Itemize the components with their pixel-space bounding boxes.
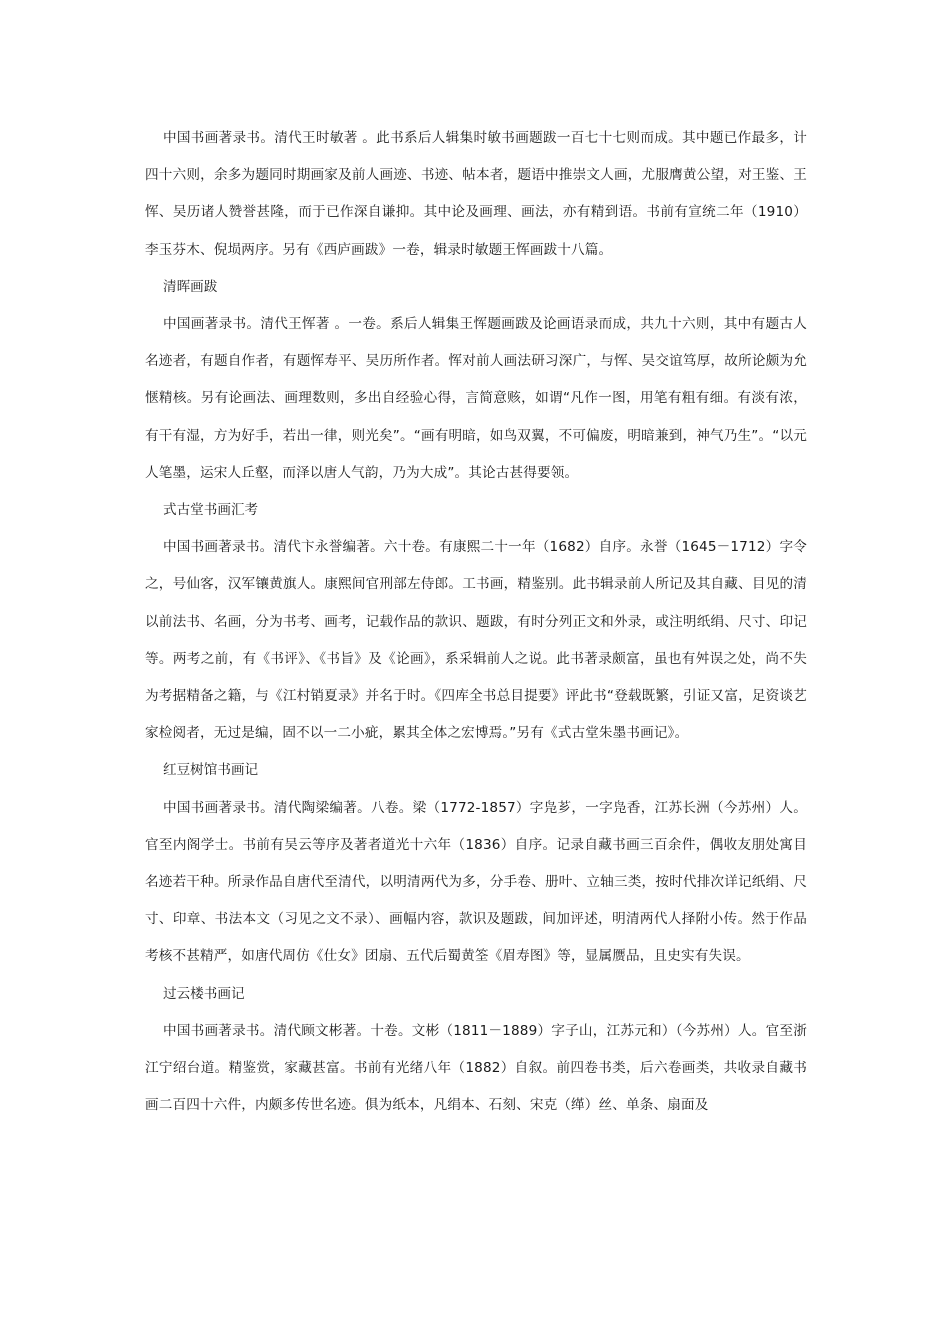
section-3-body: 中国书画著录书。清代陶梁编著。八卷。梁（1772-1857）字凫芗，一字凫香，江苏长洲（今苏州）人。官至内阁学士。书前有吴云等序及著者道光十六年（1836）自序。记录自藏书画三百余件，偶收友朋处寓目名迹若干种。所录作品自唐代至清代，以明清两代为多，分手卷、册叶、立轴三类，按时代排次详记纸绢、尺寸、印章、书法本文（习见之文不录）、画幅内容，款识及题跋，间加评述，明清两代人择附小传。然于作品考核不甚精严，如唐代周仿《仕女》团扇、五代后蜀黄筌《眉寿图》等，显属赝品，且史实有失误。	[145, 799, 807, 965]
section-3-heading: 红豆树馆书画记	[163, 762, 259, 779]
section-1-heading: 清晖画跋	[163, 278, 218, 295]
section-4-heading: 过云楼书画记	[163, 985, 245, 1002]
section-4-body: 中国书画著录书。清代顾文彬著。十卷。文彬（1811－1889）字子山，江苏元和）（今苏州）人。官至浙江宁绍台道。精鉴赏，家藏甚富。书前有光绪八年（1882）自叙。前四卷书类，后六卷画类，共收录自藏书画二百四十六件，内颇多传世名迹。俱为纸本，凡绢本、石刻、宋克（缂）丝、单条、扇面及	[145, 1022, 807, 1114]
section-1-body: 中国画著录书。清代王恽著 。一卷。系后人辑集王恽题画跋及论画语录而成，共九十六则，其中有题古人名迹者，有题自作者，有题恽寿平、吴历所作者。恽对前人画法研习深广，与恽、吴交谊笃厚，故所论颇为允惬精核。另有论画法、画理数则，多出自经验心得，言简意赅，如谓“凡作一图，用笔有粗有细。有淡有浓，有干有湿，方为好手，若出一律，则光矣”。“画有明暗，如鸟双翼，不可偏废，明暗兼到，神气乃生”。“以元人笔墨，运宋人丘壑，而泽以唐人气韵，乃为大成”。其论古甚得要领。	[145, 316, 807, 481]
section-2-heading: 式古堂书画汇考	[163, 502, 259, 519]
document-body	[145, 120, 807, 1124]
section-0-body: 中国书画著录书。清代王时敏著 。此书系后人辑集时敏书画题跋一百七十七则而成。其中题已作最多，计四十六则，余多为题同时期画家及前人画迹、书迹、帖本者，题语中推崇文人画，尤服膺黄公望，对王鉴、王恽、吴历诸人赞誉甚隆，而于已作深自谦抑。其中论及画理、画法，亦有精到语。书前有宣统二年（1910）李玉芬木、倪埙两序。另有《西庐画跋》一卷，辑录时敏题王恽画跋十八篇。	[145, 130, 807, 258]
section-2-body: 中国书画著录书。清代卞永誉编著。六十卷。有康熙二十一年（1682）自序。永誉（1645－1712）字令之，号仙客，汉军镶黄旗人。康熙间官刑部左侍郎。工书画，精鉴别。此书辑录前人所记及其自藏、目见的清以前法书、名画，分为书考、画考，记载作品的款识、题跋，有时分列正文和外录，或注明纸绢、尺寸、印记等。两考之前，有《书评》、《书旨》及《论画》，系采辑前人之说。此书著录颇富，虽也有舛误之处，尚不失为考据精备之籍，与《江村销夏录》并名于时。《四库全书总目提要》评此书“登载既繁，引证又富，足资谈艺家检阅者，无过是编，固不以一二小疵，累其全体之宏博焉。”另有《式古堂朱墨书画记》。	[145, 539, 807, 742]
